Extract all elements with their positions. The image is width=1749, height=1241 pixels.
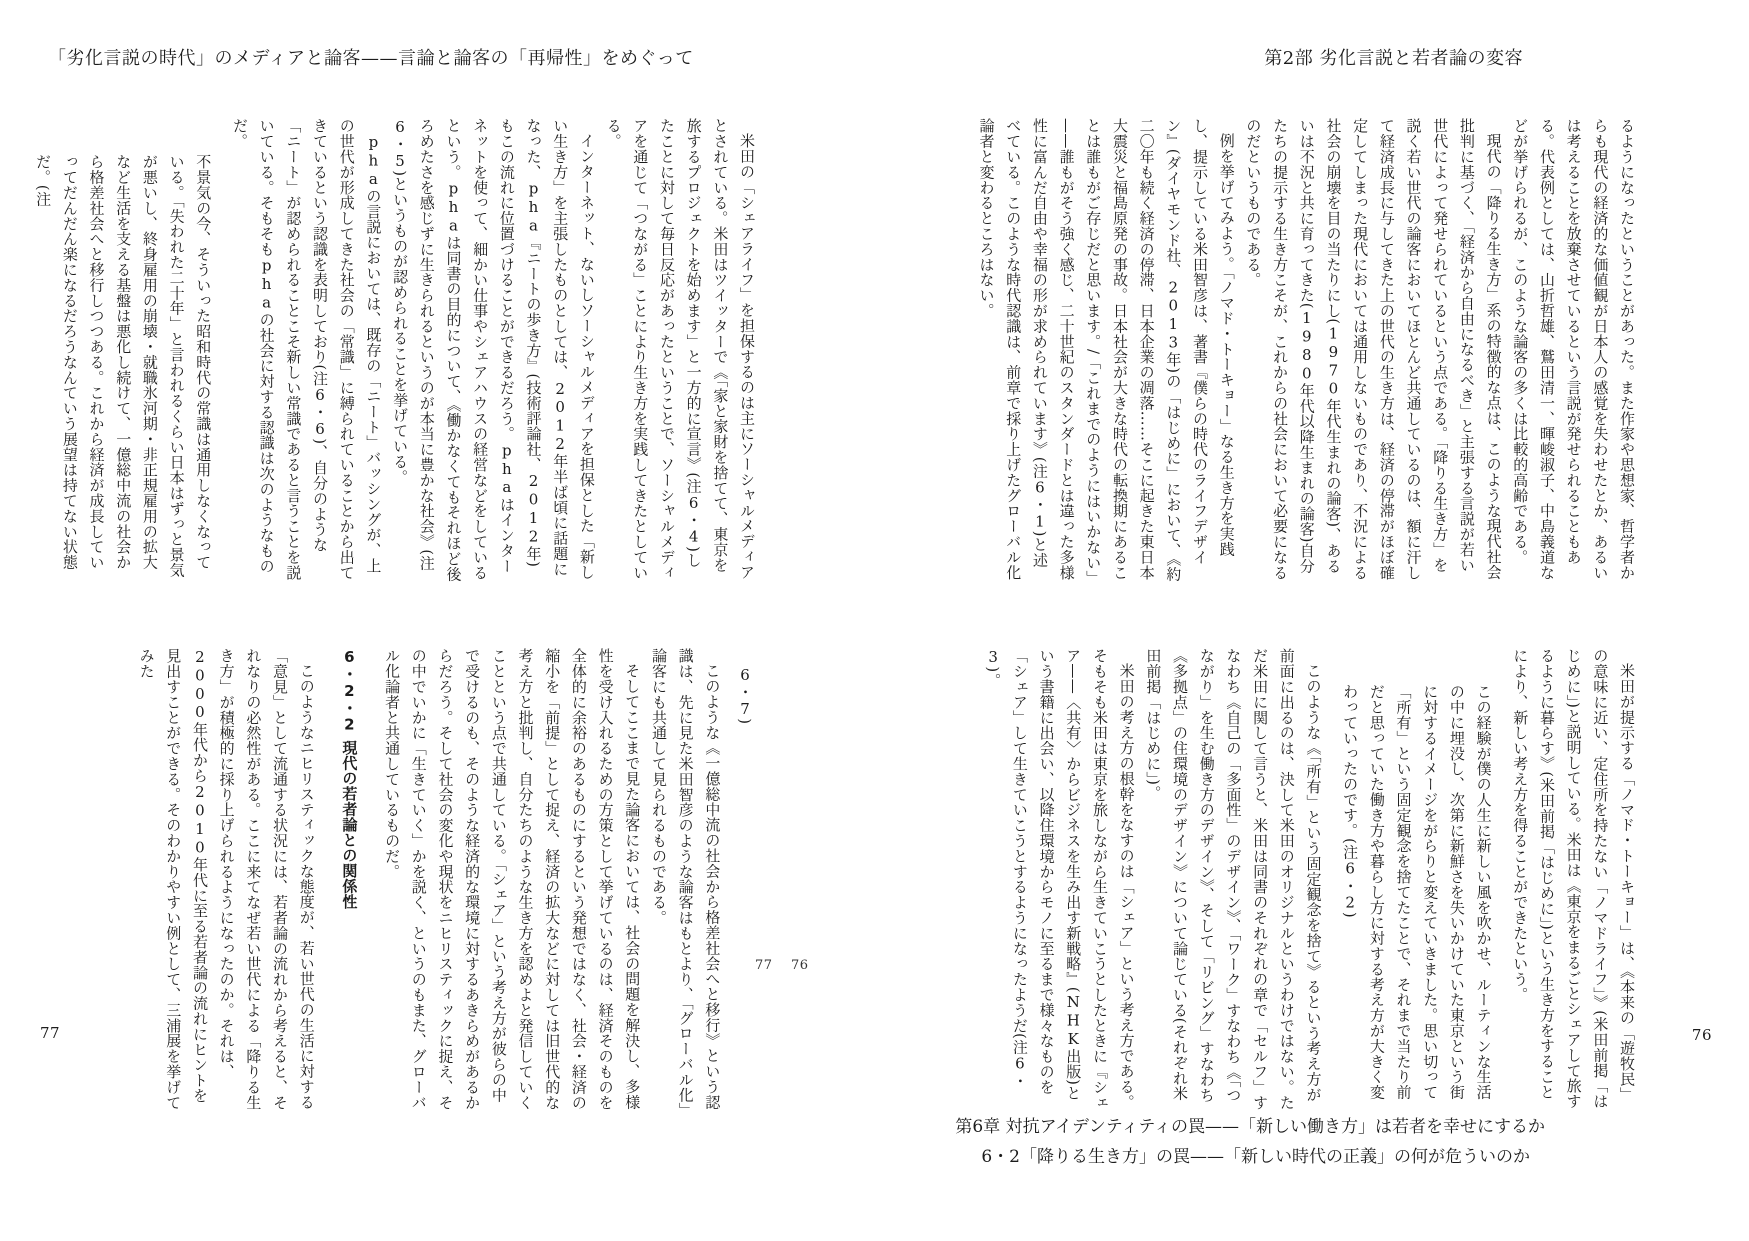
- paragraph: 米田が提示する「ノマド・トーキョー」は、《本来の「遊牧民」の意味に近い、定住所を持たない「ノマドライフ」》(米田前掲「はじめに」)と説明している。米田は《東京をまるごとシェアして旅するように暮らす》(米田前掲「はじめに」)という生き方をすることにより、新しい考え方を得ることができたという。: [1511, 648, 1636, 1109]
- paragraph: このような《一億総中流の社会から格差社会へと移行》という認識は、先に見た米田智彦のような論客はもとより、「グローバル化」論客にも共通して見られるものである。: [649, 648, 722, 1111]
- gutter-folio-left: 77: [755, 958, 773, 973]
- running-head-left-page: 「劣化言説の時代」のメディアと論客——言論と論客の「再帰性」をめぐって: [48, 48, 694, 69]
- quote-text: この経験が僕の人生に新しい風を吹かせ、ルーティンな生活の中に埋没し、次第に新鮮さを失いかけていた東京という街に対するイメージをがらりと変えていきました。思い切って「所有」という固定観念を捨てたことで、それまで当たり前だと思っていた働き方や暮らし方に対する考え方が大きく変わっていったのです。(注6・2): [1341, 684, 1493, 1100]
- paragraph: そしてここまで見た論客においては、社会の問題を解決し、多様性を受け入れるための方策として挙げているのは、経済そのものを全体的に余裕のあるものにするという発想ではなく、社会・経済の縮小を「前提」として捉え、経済の拡大などに対しては旧世代的な考え方と批判し、自分たちのような生き方を認めよと発信していくことという点で共通している。「シェア」という考え方が彼らの中で受けるのも、そのような経済的な環境に対するあきらめがあるからだろう。そして社会の変化や現状をニヒリスティックに捉え、その中でいかに「生きていく」かを説く、というのもまた、グローバル化論者と共通しているものだ。: [383, 648, 642, 1110]
- running-head-right-page: 第2部 劣化言説と若者論の変容: [1264, 48, 1523, 69]
- paragraph: このようなニヒリスティックな態度が、若い世代の生活に対する「意見」として流通する状況には、若者論の流れから考えると、それなりの必然性がある。ここに来てなぜ若い世代による「降りる生き方」が積極的に採り上げられるようになったのか。それは、2000年代から2010年代に至る若者論の流れにヒントを見出すことができる。そのわかりやすい例として、三浦展を挙げてみた: [137, 648, 316, 1110]
- page-number-right: 76: [1691, 1026, 1712, 1044]
- gutter-folio-right: 76: [791, 958, 809, 973]
- footer-chapter-line: 第6章 対抗アイデンティティの罠——「新しい働き方」は若者を幸せにするか: [955, 1117, 1545, 1137]
- right-page-bottom-band: [940, 648, 1640, 1112]
- paragraph: 現代の「降りる生き方」系の特徴的な点は、このような現代社会批判に基づく、「経済から自由になるべき」と主張する言説が若い世代によって発せられているという点である。「降りる生き方」を説く若い世代の論客においてほとんど共通しているのは、額に汗して経済成長に与してきた上の世代の生き方は、経済の停滞がほぼ確定してしまった現代においては通用しないものであり、不況による社会の崩壊を目の当たりにし(1970年代生まれの論客)、あるいは不況と共に育ってきた(1980年代以降生まれの論客)自分たちの提示する生き方こそが、これからの社会において必要になるのだというものである。: [1244, 118, 1503, 580]
- paragraph: インターネット、ないしソーシャルメディアを担保とした「新しい生き方」を主張したものとしては、2012年半ば頃に話題になった、pha『ニートの歩き方』(技術評論社、2012年)もこの流れに位置づけることができるだろう。phaはインターネットを使って、細かい仕事やシェアハウスの経営などをしているという。phaは同書の目的について、《働かなくてもそれほど後ろめたさを感じずに生きられるというのが本当に豊かな社会》(注6・5)というものが認められることを挙げている。: [391, 118, 596, 582]
- footer-section-line: 6・2「降りる生き方」の罠——「新しい時代の正義」の何が危ういのか: [981, 1147, 1530, 1167]
- right-page-footer: [955, 1112, 1545, 1172]
- section-subheading: 6・2・2 現代の若者論との関係性: [340, 648, 359, 910]
- paragraph: phaの言説においては、既存の「ニート」バッシングが、上の世代が形成してきた社会の「常識」に縛られていることから出てきているという認識を表明しており(注6・6)、自分のような「ニート」が認められることこそ新しい常識であると言うことを説いている。そもそもphaの社会に対する認識は次のようなものだ。: [230, 118, 383, 580]
- paragraph: 米田の考え方の根幹をなすのは「シェア」という考え方である。そもそも米田は東京を旅しながら生きていこうとしたときに『シェア——〈共有〉からビジネスを生み出す新戦略』(NHK出版)という書籍に出会い、以降住環境からモノに至るまで様々なものを「シェア」して生きていこうとするようになったようだ(注6・3)。: [984, 648, 1136, 1110]
- page-number-left: 77: [40, 1024, 61, 1042]
- block-quote-pha: [29, 118, 216, 582]
- left-page-bottom-band: [60, 648, 760, 1112]
- quote-text: 不景気の今、そういった昭和時代の常識は通用しなくなっている。「失われた二十年」と言われるくらい日本はずっと景気が悪いし、終身雇用の崩壊・就職氷河期・非正規雇用の拡大など生活を支える基盤は悪化し続けて、一億総中流の社会から格差社会へと移行しつつある。これから経済が成長していってだんだん楽になるだろうなんていう展望は持てない状態だ。(注: [34, 154, 213, 578]
- block-quote-yoneda: [1336, 648, 1496, 1112]
- left-page-top-band: [34, 118, 760, 582]
- right-page-top-band: [940, 118, 1640, 582]
- paragraph: このような《「所有」という固定観念を捨て》るという考え方が前面に出るのは、決して米田のオリジナルというわけではない。ただ米田に関して言うと、米田は同書のそれぞれの章で「セルフ」すなわち《自己の「多面性」のデザイン》、「ワーク」すなわち《「つながり」を生む働き方のデザイン》、そして「リビング」すなわち《多拠点」の住環境のデザイン》について論じている(それぞれ米田前掲「はじめに」)。: [1144, 648, 1323, 1110]
- paragraph: 米田の「シェアライフ」を担保するのは主にソーシャルメディアとされている。米田はツイッターで《「家と家財を捨てて、東京を旅するプロジェクトを始めます」と一方的に宣言》(注6・4)したことに対して毎日反応があったということで、ソーシャルメディアを通じて「つながる」ことにより生き方を実践してきたとしている。: [604, 118, 756, 580]
- note-number-continuation: 6・7): [736, 666, 754, 725]
- paragraph: るようになったということがあった。また作家や思想家、哲学者からも現代の経済的な価値観が日本人の感覚を失わせたとか、あるいは考えることを放棄させているという言説が発せられることもある。代表例としては、山折哲雄、鷲田清一、暉峻淑子、中島義道などが挙げられるが、このような論客の多くは比較的高齢である。: [1511, 118, 1636, 580]
- paragraph: 例を挙げてみよう。「ノマド・トーキョー」なる生き方を実践し、提示している米田智彦は、著書『僕らの時代のライフデザイン』(ダイヤモンド社、2013年)の「はじめに」において、《約二〇年も続く経済の停滞、日本企業の凋落……そこに起きた東日本大震災と福島原発の事故。日本社会が大きな時代の転換期にあることは誰もがご存じだと思います。/「これまでのようにはいかない」——誰もがそう強く感じ、二十世紀のスタンダードとは違った多様性に富んだ自由や幸福の形が求められています》(注6・1)と述べている。このような時代認識は、前章で採り上げたグローバル化論者と変わるところはない。: [977, 118, 1236, 582]
